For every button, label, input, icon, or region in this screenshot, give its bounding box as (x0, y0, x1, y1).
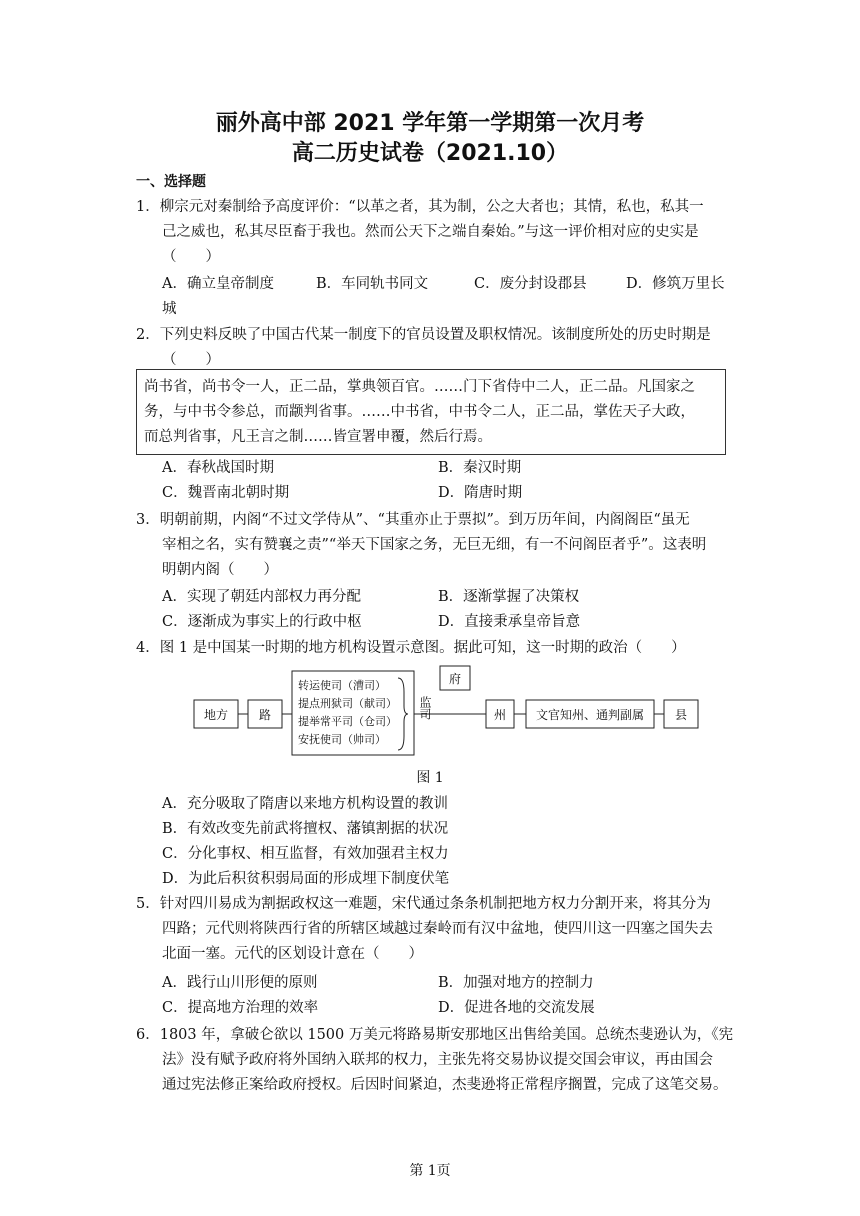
q3-line1: 3．明朝前期，内阁“不过文学侍从”、“其重亦止于票拟”。到万历年间，内阁阁臣“虽无 (136, 512, 690, 528)
q5-line3: 北面一塞。元代的区划设计意在（ ） (162, 946, 423, 962)
zhou-label: 州 (493, 708, 507, 722)
q2-option-b: B．秦汉时期 (438, 460, 522, 476)
section-heading: 一、选择题 (136, 174, 206, 190)
q5-option-c: C．提高地方治理的效率 (162, 1000, 319, 1016)
q4-option-c: C．分化事权、相互监督，有效加强君主权力 (162, 846, 449, 862)
q3-option-d: D．直接秉承皇帝旨意 (438, 614, 581, 630)
fu-label: 府 (448, 672, 462, 686)
exam-title: 丽外高中部 2021 学年第一学期第一次月考 (215, 111, 645, 136)
q2-line2: （ ） (162, 352, 220, 368)
difang-box (194, 700, 238, 728)
wenguan-label: 文官知州、通判副属 (535, 708, 645, 722)
q1-option-b: B．车同轨书同文 (316, 276, 429, 292)
q1-line1: 1．柳宗元对秦制给予高度评价：“以革之者，其为制，公之大者也；其情，私也，私其一 (136, 199, 704, 215)
anfu-label: 安抚使司（帅司） (298, 733, 386, 746)
q6-line1: 6．1803 年，拿破仑欲以 1500 万美元将路易斯安那地区出售给美国。总统杰斐逊认为，《宪 (136, 1027, 734, 1043)
zhuanyun-label: 转运使司（漕司） (298, 679, 386, 692)
figure-caption: 图 1 (416, 770, 444, 786)
q5-option-b: B．加强对地方的控制力 (438, 975, 594, 991)
exam-subtitle: 高二历史试卷（2021.10） (291, 141, 569, 166)
q1-option-d-continued: 城 (162, 301, 177, 317)
q2-quote-line1: 尚书省，尚书令一人，正二品，掌典领百官。……门下省侍中二人，正二品。凡国家之 (144, 379, 695, 395)
q2-quote-line2: 务，与中书令参总，而颛判省事。……中书省，中书令二人，正二品，掌佐天子大政， (144, 404, 695, 420)
q1-line3: （ ） (162, 249, 220, 265)
xian-box (664, 700, 698, 728)
q2-option-d: D．隋唐时期 (438, 485, 523, 501)
q3-option-a: A．实现了朝廷内部权力再分配 (162, 589, 361, 605)
q6-line2: 法》没有赋予政府将外国纳入联邦的权力，主张先将交易协议提交国会审议，再由国会 (162, 1052, 713, 1068)
q3-line3: 明朝内阁（ ） (162, 562, 278, 578)
zhou-box (486, 700, 514, 728)
q3-option-c: C．逐渐成为事实上的行政中枢 (162, 614, 362, 630)
q1-option-c: C．废分封设郡县 (474, 276, 587, 292)
q4-line1: 4．图 1 是中国某一时期的地方机构设置示意图。据此可知，这一时期的政治（ ） (136, 640, 686, 656)
q1-option-a: A．确立皇帝制度 (162, 276, 274, 292)
wenguan-box (526, 700, 654, 728)
sisi-group-box (292, 671, 414, 755)
difang-label: 地方 (203, 708, 229, 722)
q2-line1: 2．下列史料反映了中国古代某一制度下的官员设置及职权情况。该制度所处的历史时期是 (136, 327, 711, 343)
q6-line3: 通过宪法修正案给政府授权。后因时间紧迫，杰斐逊将正常程序搁置，完成了这笔交易。 (162, 1077, 728, 1093)
q3-option-b: B．逐渐掌握了决策权 (438, 589, 580, 605)
q2-option-a: A．春秋战国时期 (162, 460, 274, 476)
q5-line2: 四路；元代则将陕西行省的所辖区域越过秦岭而有汉中盆地，使四川这一四塞之国失去 (162, 921, 713, 937)
lu-box (248, 700, 282, 728)
q1-line2: 己之威也，私其尽臣畜于我也。然而公天下之端自秦始。”与这一评价相对应的史实是 (162, 224, 699, 240)
q1-option-d: D．修筑万里长 (626, 276, 725, 292)
sisi-brace (398, 678, 408, 750)
q5-line1: 5．针对四川易成为割据政权这一难题，宋代通过条条机制把地方权力分割开来，将其分为 (136, 896, 711, 912)
lu-label: 路 (258, 708, 272, 722)
q4-option-a: A．充分吸取了隋唐以来地方机构设置的教训 (162, 796, 448, 812)
jiansi-label: 监司 (418, 696, 432, 720)
q5-option-d: D．促进各地的交流发展 (438, 1000, 595, 1016)
q3-line2: 宰相之名，实有赞襄之责”“举天下国家之务，无巨无细，有一不问阁臣者乎”。这表明 (162, 537, 707, 553)
tidian-label: 提点刑狱司（献司） (298, 697, 397, 710)
q4-option-b: B．有效改变先前武将擅权、藩镇割据的状况 (162, 821, 449, 837)
page-number: 第 1页 (409, 1163, 451, 1179)
q2-option-c: C．魏晋南北朝时期 (162, 485, 290, 501)
q2-quote-line3: 而总判省事，凡王言之制……皆宣署申覆，然后行焉。 (144, 429, 492, 445)
q5-option-a: A．践行山川形便的原则 (162, 975, 318, 991)
xian-label: 县 (674, 708, 688, 722)
tiju-label: 提举常平司（仓司） (298, 715, 397, 728)
fu-box (440, 666, 470, 690)
q4-option-d: D．为此后积贫积弱局面的形成埋下制度伏笔 (162, 871, 450, 887)
